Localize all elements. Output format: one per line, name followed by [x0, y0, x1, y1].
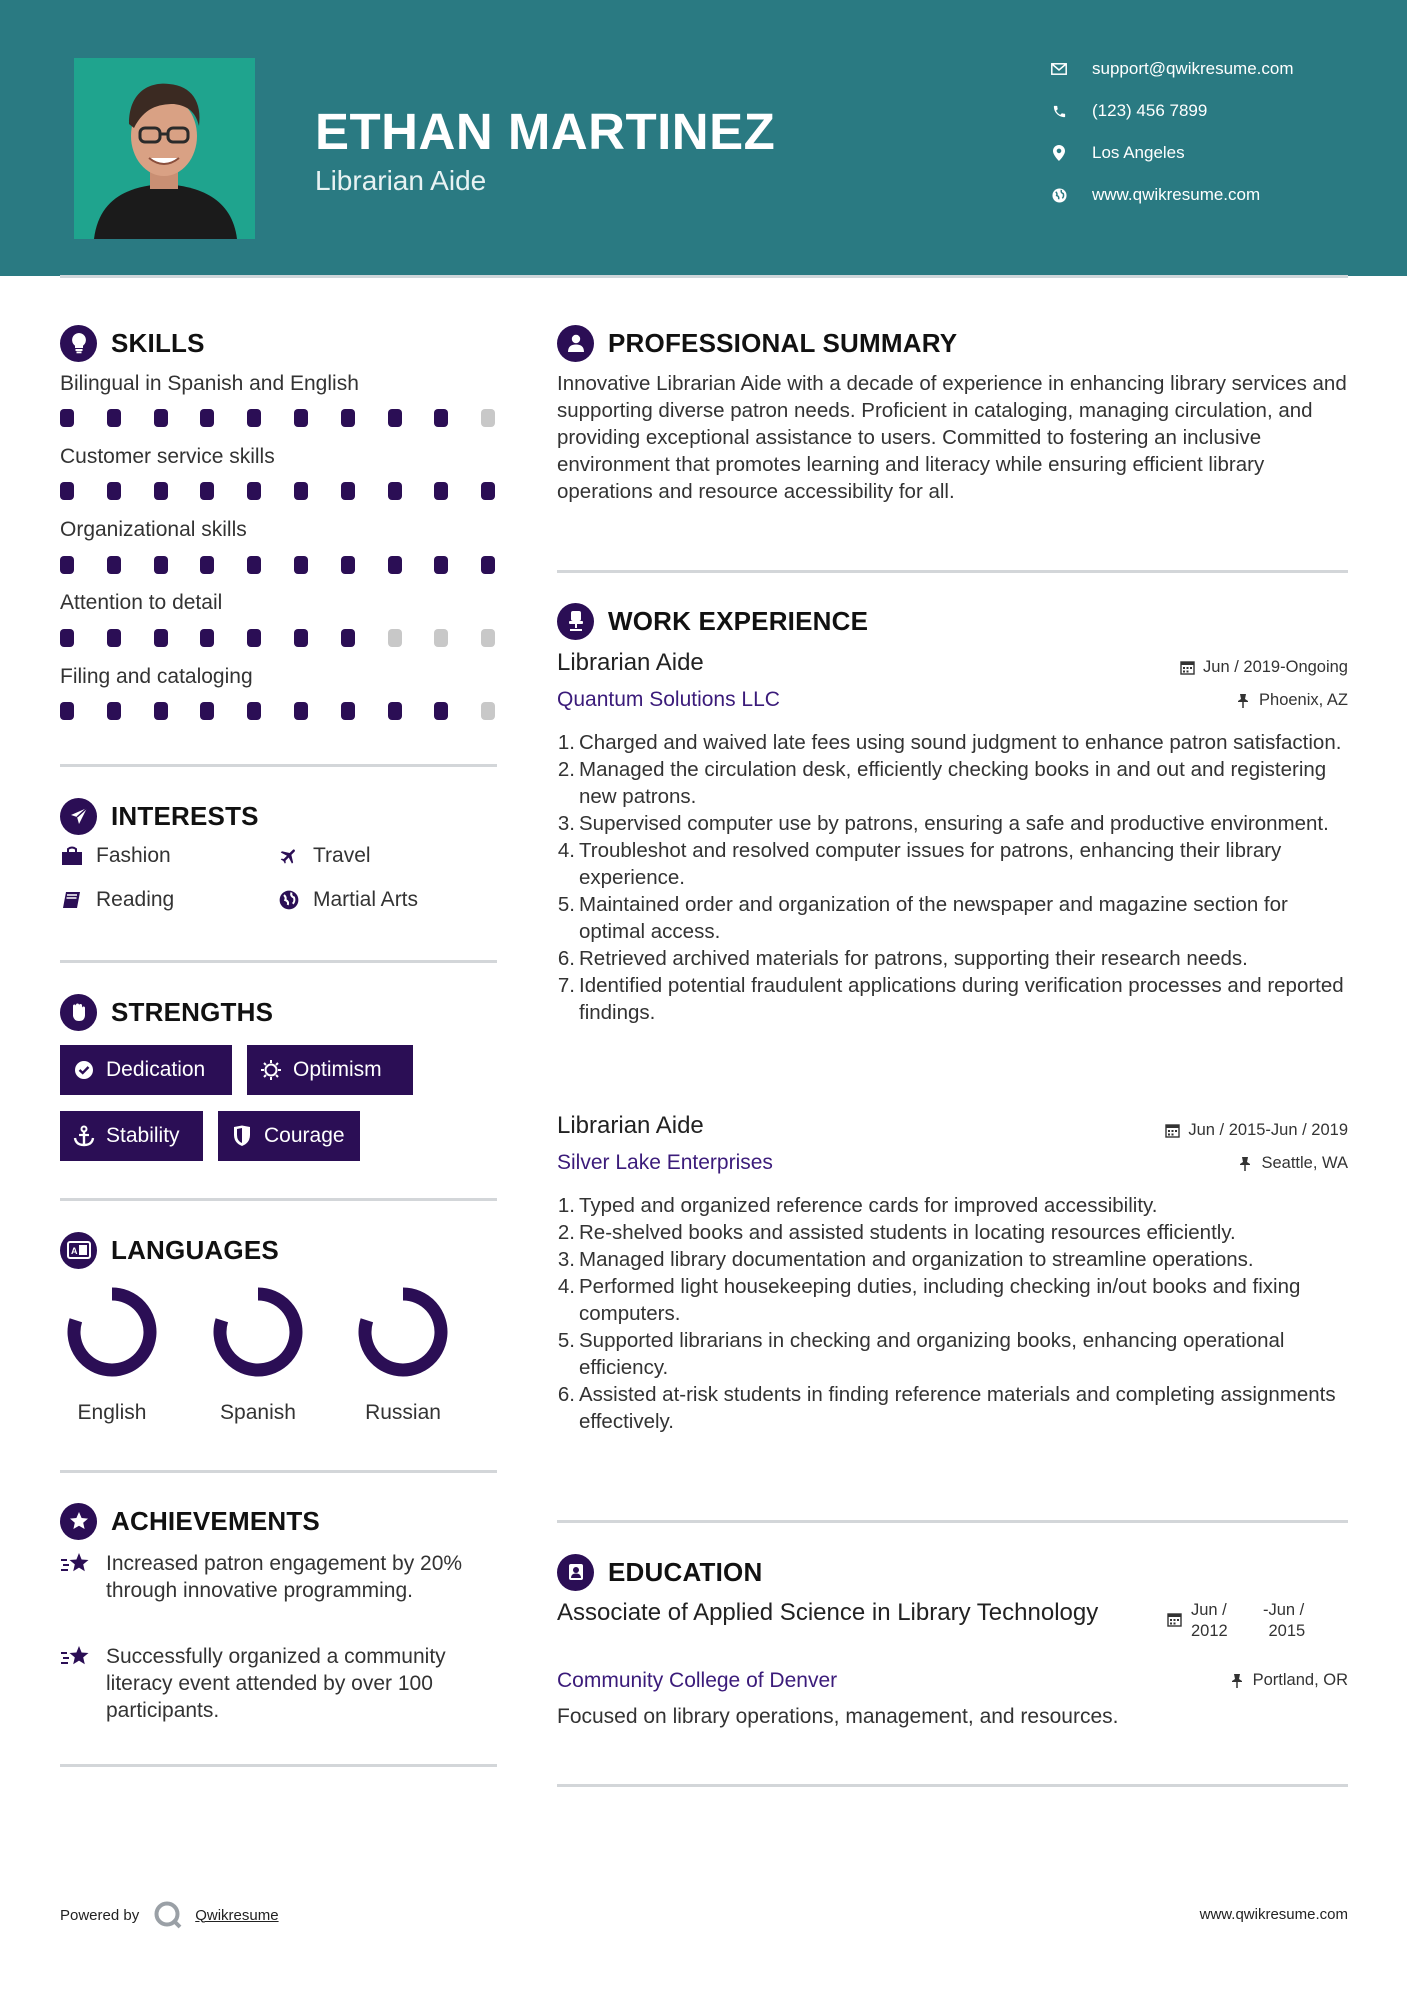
interest-item: Reading [60, 888, 174, 912]
rating-dot-filled [60, 629, 74, 647]
job-location: Seattle, WA [1237, 1154, 1348, 1173]
job-bullet [553, 945, 1353, 972]
bullet-text: Typed and organized reference cards for improved accessibility. [579, 1194, 1158, 1217]
language-progress-arc [220, 1294, 296, 1370]
contact-email[interactable] [1050, 54, 1370, 84]
section-divider [557, 1520, 1348, 1523]
rating-dot-filled [247, 702, 261, 720]
calendar-icon [1164, 1123, 1180, 1139]
bullet-number: 5. [557, 1329, 575, 1352]
rating-dot-filled [200, 556, 214, 574]
education-description: Focused on library operations, management, and resources. [557, 1705, 1119, 1728]
achievement-item: Successfully organized a community literacy event attended by over 100 participants. [60, 1643, 500, 1724]
strength-badge: Courage [218, 1111, 360, 1161]
star-badge-icon [60, 1503, 97, 1540]
user-icon [557, 325, 594, 362]
interest-item: Martial Arts [277, 888, 418, 912]
degree-title: Associate of Applied Science in Library Technology [557, 1599, 1099, 1626]
job-location: Phoenix, AZ [1235, 691, 1348, 710]
rating-dot-filled [247, 409, 261, 427]
rating-dot-filled [434, 482, 448, 500]
bullet-number: 3. [557, 1248, 575, 1271]
contact-phone[interactable] [1050, 96, 1370, 126]
rating-dot-filled [154, 482, 168, 500]
rating-dot-filled [154, 556, 168, 574]
rating-dot-filled [341, 409, 355, 427]
section-divider [60, 1198, 497, 1201]
skill-label: Bilingual in Spanish and English [60, 372, 359, 395]
bullet-number: 4. [557, 839, 575, 862]
skill-label: Organizational skills [60, 518, 247, 541]
language-gauge [211, 1285, 305, 1379]
job-bullets [553, 1192, 1353, 1435]
job-title: Librarian Aide [557, 649, 704, 676]
rating-dot-empty [481, 409, 495, 427]
section-divider [557, 1784, 1348, 1787]
office-chair-icon [557, 603, 594, 640]
bullet-number: 2. [557, 1221, 575, 1244]
section-divider [60, 1470, 497, 1473]
footer-powered-by: Powered by Qwikresume [60, 1900, 279, 1930]
company-name: Silver Lake Enterprises [557, 1151, 773, 1174]
phone-icon [1050, 102, 1068, 120]
bullet-text: Troubleshot and resolved computer issues for patrons, enhancing their library experience. [579, 839, 1282, 889]
job-bullet [553, 1219, 1353, 1246]
footer-website[interactable]: www.qwikresume.com [1199, 1906, 1348, 1923]
summary-heading: PROFESSIONAL SUMMARY [557, 323, 957, 363]
strengths-heading: STRENGTHS [60, 992, 273, 1032]
language-item: English [57, 1285, 167, 1425]
contact-website[interactable] [1050, 180, 1370, 210]
shield-icon [230, 1124, 254, 1148]
bullet-number: 4. [557, 1275, 575, 1298]
bullet-text: Maintained order and organization of the newspaper and magazine section for optimal access. [579, 893, 1288, 943]
rating-dot-filled [107, 629, 121, 647]
contact-website-text: www.qwikresume.com [1092, 185, 1261, 204]
rating-dot-filled [341, 702, 355, 720]
job-bullet [553, 1246, 1353, 1273]
rating-dot-empty [434, 629, 448, 647]
rating-dot-empty [481, 702, 495, 720]
rating-dot-filled [154, 409, 168, 427]
experience-heading: WORK EXPERIENCE [557, 601, 868, 641]
svg-text:A: A [70, 1246, 77, 1256]
rating-dot-filled [294, 556, 308, 574]
shopping-bag-icon [60, 844, 84, 868]
strength-badge: Dedication [60, 1045, 232, 1095]
job-bullet [553, 1327, 1353, 1381]
language-icon [60, 1232, 97, 1269]
sun-icon [259, 1058, 283, 1082]
rating-dot-filled [341, 482, 355, 500]
language-progress-arc [74, 1294, 150, 1370]
rating-dot-filled [294, 482, 308, 500]
bullet-text: Managed library documentation and organization to streamline operations. [579, 1248, 1254, 1271]
candidate-name: ETHAN MARTINEZ [315, 103, 776, 160]
contact-phone-text: (123) 456 7899 [1092, 101, 1208, 120]
pushpin-icon [1237, 1156, 1253, 1172]
education-dates [1167, 1600, 1335, 1642]
job-bullet [553, 1273, 1353, 1327]
calendar-icon [1179, 660, 1195, 676]
education-heading: EDUCATION [557, 1552, 762, 1592]
job-dates: Jun / 2019-Ongoing [1179, 658, 1348, 677]
education-start: Jun / 2012 [1191, 1601, 1228, 1640]
achievements-heading: ACHIEVEMENTS [60, 1501, 320, 1541]
bullet-number: 5. [557, 893, 575, 916]
language-item: Spanish [203, 1285, 313, 1425]
bullet-text: Managed the circulation desk, efficiently checking books in and out and registering new patrons. [579, 758, 1327, 808]
rating-dot-filled [481, 556, 495, 574]
pushpin-icon [1229, 1673, 1245, 1689]
skill-rating [60, 556, 500, 576]
bullet-number: 6. [557, 947, 575, 970]
rating-dot-filled [154, 629, 168, 647]
bullet-text: Performed light housekeeping duties, including checking in/out books and fixing computers. [579, 1275, 1301, 1325]
graduate-icon [557, 1554, 594, 1591]
section-divider [60, 764, 497, 767]
rating-dot-filled [294, 409, 308, 427]
section-divider [60, 1764, 497, 1767]
interests-heading: INTERESTS [60, 796, 259, 836]
bullet-number: 1. [557, 1194, 575, 1217]
qwikresume-link[interactable]: Qwikresume [195, 1906, 279, 1924]
skill-rating [60, 409, 500, 429]
rating-dot-filled [107, 702, 121, 720]
envelope-icon [1050, 60, 1068, 78]
hand-icon [60, 994, 97, 1031]
job-bullets [553, 729, 1353, 1026]
rating-dot-filled [154, 702, 168, 720]
skill-label: Filing and cataloging [60, 665, 253, 688]
rating-dot-filled [200, 482, 214, 500]
rating-dot-filled [107, 556, 121, 574]
contact-email-text: support@qwikresume.com [1092, 59, 1294, 78]
interest-item: Fashion [60, 844, 171, 868]
globe-icon [277, 888, 301, 912]
rating-dot-filled [388, 702, 402, 720]
skill-rating [60, 702, 500, 722]
calendar-icon [1167, 1612, 1183, 1628]
rating-dot-filled [481, 482, 495, 500]
strength-badge: Stability [60, 1111, 203, 1161]
section-divider [557, 570, 1348, 573]
job-bullet [553, 837, 1353, 891]
job-bullet [553, 1381, 1353, 1435]
globe-icon [1050, 186, 1068, 204]
rating-dot-filled [294, 629, 308, 647]
bullet-text: Re-shelved books and assisted students in locating resources efficiently. [579, 1221, 1236, 1244]
candidate-title: Librarian Aide [315, 165, 487, 196]
skill-rating [60, 482, 500, 502]
languages-heading: A LANGUAGES [60, 1230, 279, 1270]
job-bullet [553, 972, 1353, 1026]
lightbulb-icon [60, 325, 97, 362]
achievement-item: Increased patron engagement by 20% through innovative programming. [60, 1550, 500, 1604]
rating-dot-empty [481, 629, 495, 647]
rating-dot-filled [341, 629, 355, 647]
language-item: Russian [348, 1285, 458, 1425]
rating-dot-filled [200, 702, 214, 720]
language-gauge [65, 1285, 159, 1379]
rating-dot-filled [107, 482, 121, 500]
job-title: Librarian Aide [557, 1112, 704, 1139]
company-name: Quantum Solutions LLC [557, 688, 780, 711]
school-name: Community College of Denver [557, 1669, 838, 1692]
bullet-text: Retrieved archived materials for patrons, supporting their research needs. [579, 947, 1248, 970]
education-location: Portland, OR [1229, 1671, 1348, 1690]
rating-dot-empty [388, 629, 402, 647]
skill-rating [60, 629, 500, 649]
rating-dot-filled [60, 702, 74, 720]
rating-dot-filled [388, 482, 402, 500]
header-divider [60, 275, 1348, 278]
rating-dot-filled [434, 409, 448, 427]
profile-photo [74, 58, 255, 239]
bullet-number: 2. [557, 758, 575, 781]
job-dates: Jun / 2015-Jun / 2019 [1164, 1121, 1348, 1140]
bullet-text: Assisted at-risk students in finding reference materials and completing assignments effectively. [579, 1383, 1336, 1433]
bullet-text: Supervised computer use by patrons, ensuring a safe and productive environment. [579, 812, 1329, 835]
plane-icon [277, 844, 301, 868]
rating-dot-filled [60, 409, 74, 427]
education-end-wrap [1263, 1600, 1335, 1642]
section-divider [60, 960, 497, 963]
job-bullet [553, 891, 1353, 945]
skill-label: Customer service skills [60, 445, 275, 468]
rating-dot-filled [200, 629, 214, 647]
bullet-text: Supported librarians in checking and organizing books, enhancing operational efficiency. [579, 1329, 1285, 1379]
rating-dot-filled [434, 556, 448, 574]
bullet-number: 7. [557, 974, 575, 997]
job-bullet [553, 1192, 1353, 1219]
bullet-number: 6. [557, 1383, 575, 1406]
rating-dot-filled [60, 482, 74, 500]
book-icon [60, 888, 84, 912]
bullet-number: 3. [557, 812, 575, 835]
rating-dot-filled [247, 629, 261, 647]
education-end-prefix: - [1263, 1601, 1269, 1619]
bullet-text: Charged and waived late fees using sound judgment to enhance patron satisfaction. [579, 731, 1342, 754]
skills-heading: SKILLS [60, 323, 205, 363]
job-bullet [553, 810, 1353, 837]
contact-location [1050, 138, 1370, 168]
pushpin-icon [1235, 693, 1251, 709]
rating-dot-filled [200, 409, 214, 427]
paper-plane-icon [60, 798, 97, 835]
star-icon [60, 1643, 92, 1671]
qwikresume-logo-icon [153, 1900, 183, 1930]
rating-dot-filled [107, 409, 121, 427]
strength-badge: Optimism [247, 1045, 413, 1095]
check-circle-icon [72, 1058, 96, 1082]
contact-location-text: Los Angeles [1092, 143, 1185, 162]
rating-dot-filled [388, 556, 402, 574]
star-icon [60, 1550, 92, 1578]
language-gauge [356, 1285, 450, 1379]
bullet-number: 1. [557, 731, 575, 754]
anchor-icon [72, 1124, 96, 1148]
rating-dot-filled [434, 702, 448, 720]
rating-dot-filled [247, 482, 261, 500]
rating-dot-filled [60, 556, 74, 574]
rating-dot-filled [247, 556, 261, 574]
summary-text: Innovative Librarian Aide with a decade of experience in enhancing library services and supporting diverse patron needs. Proficient in cataloging, managing circulation, and providing exceptional assistance to users. Committed to fostering an inclusive environment that promotes learning and literacy while ensuring efficient library operations and resource accessibility for all. [557, 372, 1347, 503]
language-progress-arc [365, 1294, 441, 1370]
interest-item: Travel [277, 844, 371, 868]
bullet-text: Identified potential fraudulent applications during verification processes and reported findings. [579, 974, 1344, 1024]
rating-dot-filled [294, 702, 308, 720]
rating-dot-filled [341, 556, 355, 574]
education-end: Jun / 2015 [1268, 1601, 1306, 1640]
map-pin-icon [1050, 144, 1068, 162]
rating-dot-filled [388, 409, 402, 427]
job-bullet [553, 756, 1353, 810]
skill-label: Attention to detail [60, 591, 223, 614]
job-bullet [553, 729, 1353, 756]
